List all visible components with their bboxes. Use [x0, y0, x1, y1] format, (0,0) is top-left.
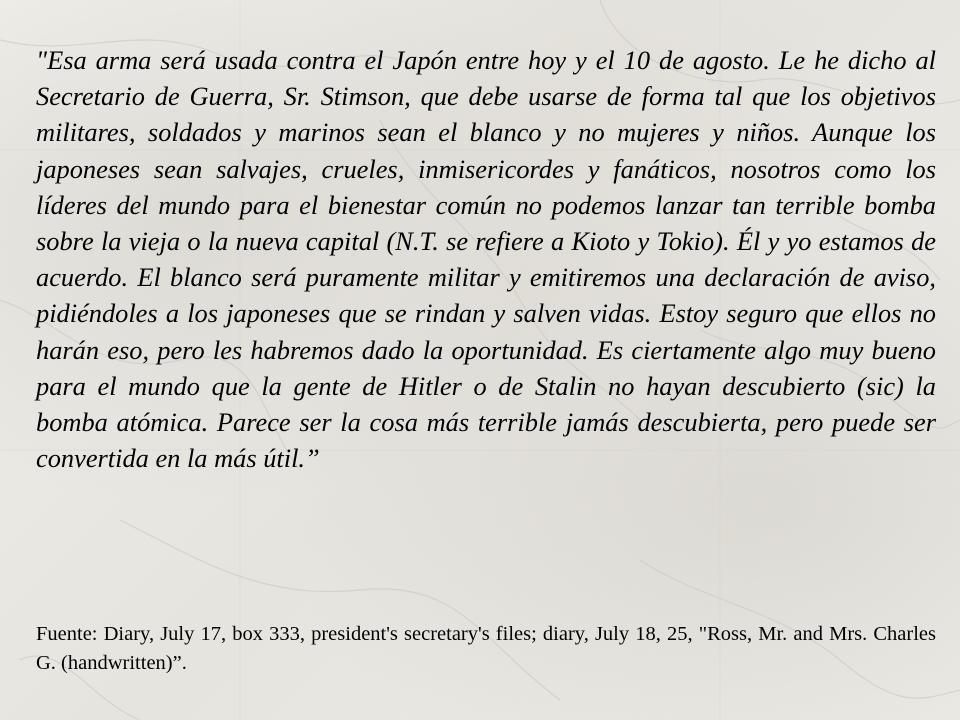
source-citation: Fuente: Diary, July 17, box 333, president's secretary's files; diary, July 18, 25, "Ross, Mr. and Mrs. Charles G. (handwritten)”. — [36, 623, 936, 674]
quote-text: "Esa arma será usada contra el Japón entre hoy y el 10 de agosto. Le he dicho al Secretario de Guerra, Sr. Stimson, que debe usarse de forma tal que los objetivos militares, soldados y marinos sean el blanco y no mujeres y niños. Aunque los japoneses sean salvajes, crueles, inmisericordes y fanáticos, nosotros como los líderes del mundo para el bienestar común no podemos lanzar tan terrible bomba sobre la vieja o la nueva capital (N.T. se refiere a Kioto y Tokio). Él y yo estamos de acuerdo. El blanco será puramente militar y emitiremos una declaración de aviso, pidiéndoles a los japoneses que se rindan y salven vidas. Estoy seguro que ellos no harán eso, pero les habremos dado la oportunidad. Es ciertamente algo muy bueno para el mundo que la gente de Hitler o de Stalin no hayan descubierto (sic) la bomba atómica. Parece ser la cosa más terrible jamás descubierta, pero puede ser convertida en la más útil.” — [36, 45, 936, 474]
